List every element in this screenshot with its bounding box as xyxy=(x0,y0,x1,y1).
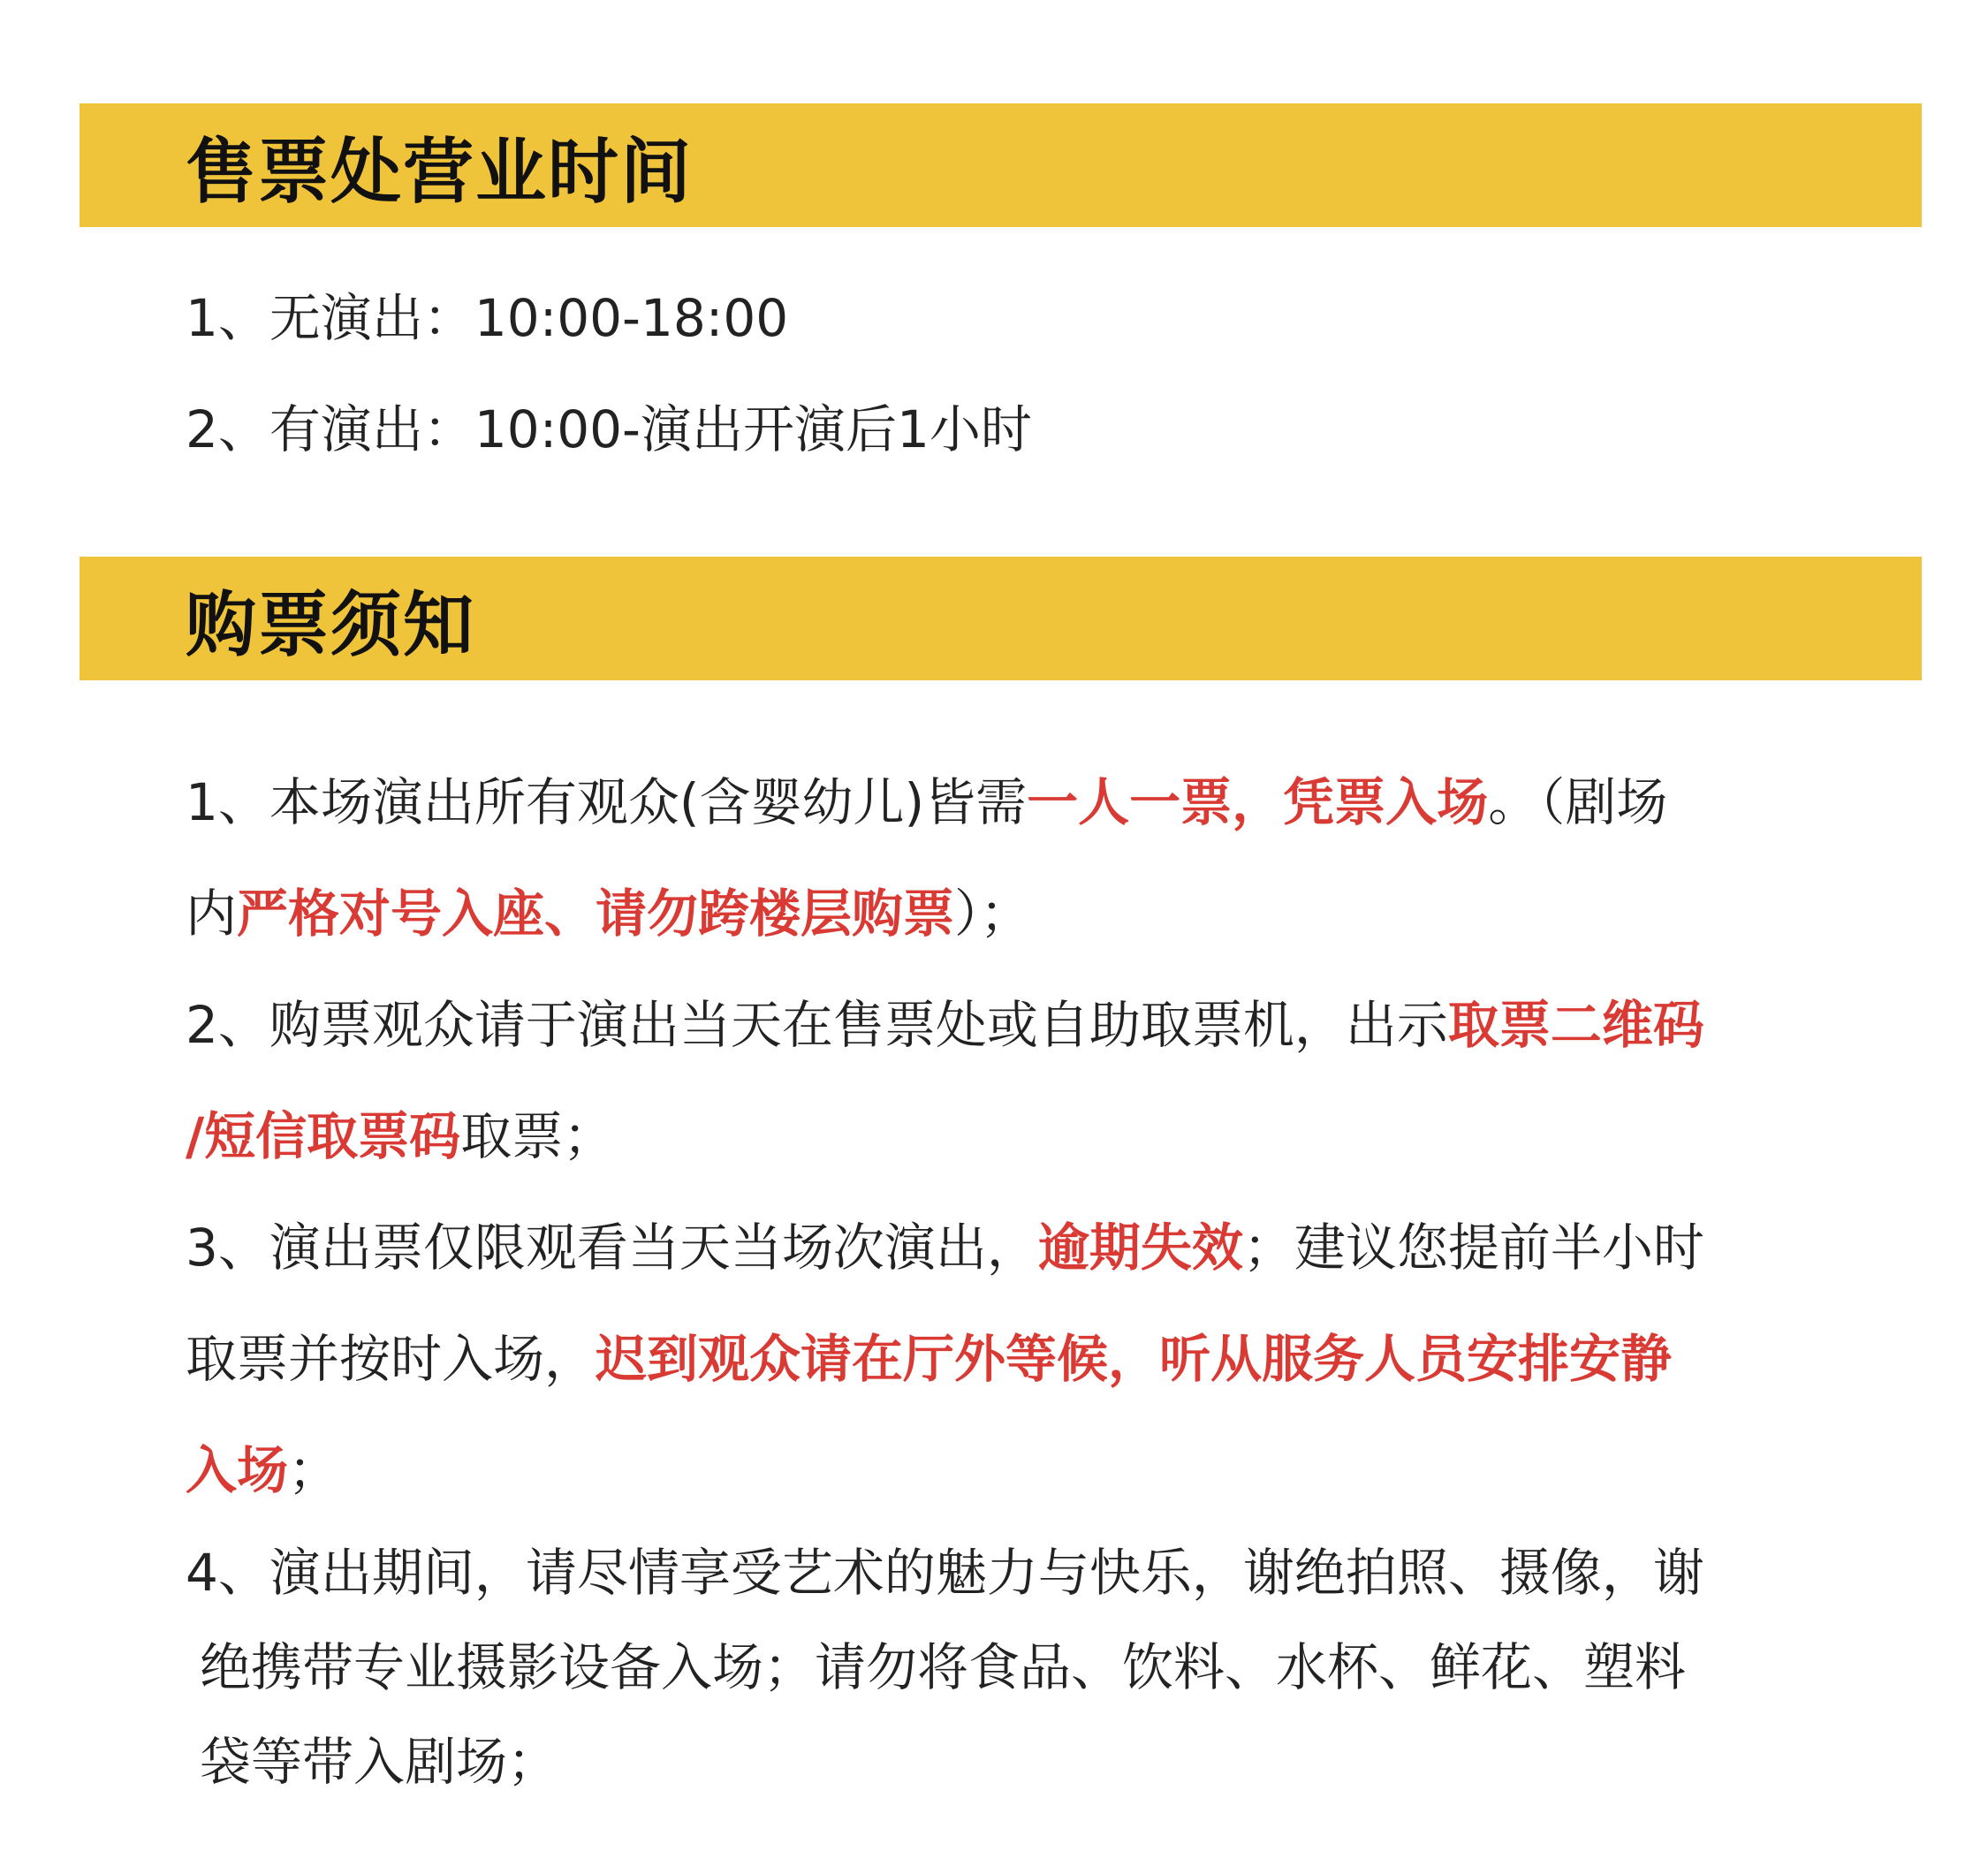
notice-text: 袋等带入剧场； xyxy=(200,1732,559,1792)
notice-item-3-line-2 xyxy=(186,1303,1838,1415)
notice-text: 。（剧场 xyxy=(1488,772,1668,832)
hours-item-with-performance: 2、有演出：10:00-演出开演后1小时 xyxy=(186,399,1032,459)
notice-item-2-line-1 xyxy=(186,969,1838,1081)
notice-text: ）； xyxy=(954,884,1032,944)
notice-item-3-line-3 xyxy=(186,1415,1838,1526)
section-header-ticket-notice xyxy=(80,557,1922,680)
hours-item-no-performance: 1、无演出：10:00-18:00 xyxy=(186,288,789,348)
notice-item-4-line-1 xyxy=(186,1526,1838,1620)
notice-text: 绝携带专业摄影设备入场；请勿将食品、饮料、水杯、鲜花、塑料 xyxy=(200,1637,1687,1697)
notice-item-4-line-3 xyxy=(186,1715,1838,1810)
section-header-box-office-hours xyxy=(80,103,1922,227)
notice-text: 2、购票观众请于演出当天在售票处或自助取票机，出示 xyxy=(186,995,1448,1055)
notice-text: ；建议您提前半小时 xyxy=(1242,1218,1704,1278)
notice-highlight: 一人一票，凭票入场 xyxy=(1027,772,1489,832)
notice-text: 1、本场演出所有观众(含婴幼儿)皆需 xyxy=(186,772,1028,832)
notice-highlight: 迟到观众请在厅外等候，听从服务人员安排安静 xyxy=(596,1329,1673,1389)
notice-item-1-line-1 xyxy=(186,747,1838,858)
notice-text: ； xyxy=(288,1440,340,1500)
notice-highlight: 入场 xyxy=(186,1440,289,1500)
notice-text: 取票； xyxy=(460,1106,615,1166)
notice-text: 内 xyxy=(186,884,238,944)
notice-highlight: 严格对号入座、请勿跨楼层购票 xyxy=(237,884,955,944)
notice-item-3-line-1 xyxy=(186,1192,1838,1303)
notice-highlight: /短信取票码 xyxy=(186,1106,461,1166)
section-title-ticket-notice: 购票须知 xyxy=(186,583,475,666)
notice-item-1-line-2 xyxy=(186,858,1838,969)
ticket-notice-list xyxy=(186,747,1838,1810)
notice-text: 取票并按时入场， xyxy=(186,1329,596,1389)
notice-item-4-line-2 xyxy=(186,1620,1838,1715)
section-title-box-office-hours: 售票处营业时间 xyxy=(186,130,693,213)
notice-highlight: 逾期失效 xyxy=(1037,1218,1243,1278)
notice-item-2-line-2 xyxy=(186,1081,1838,1192)
notice-text: 3、演出票仅限观看当天当场次演出， xyxy=(186,1218,1038,1278)
notice-highlight: 取票二维码 xyxy=(1447,995,1704,1055)
notice-text: 4、演出期间，请尽情享受艺术的魅力与快乐，谢绝拍照、摄像，谢 xyxy=(186,1543,1704,1603)
